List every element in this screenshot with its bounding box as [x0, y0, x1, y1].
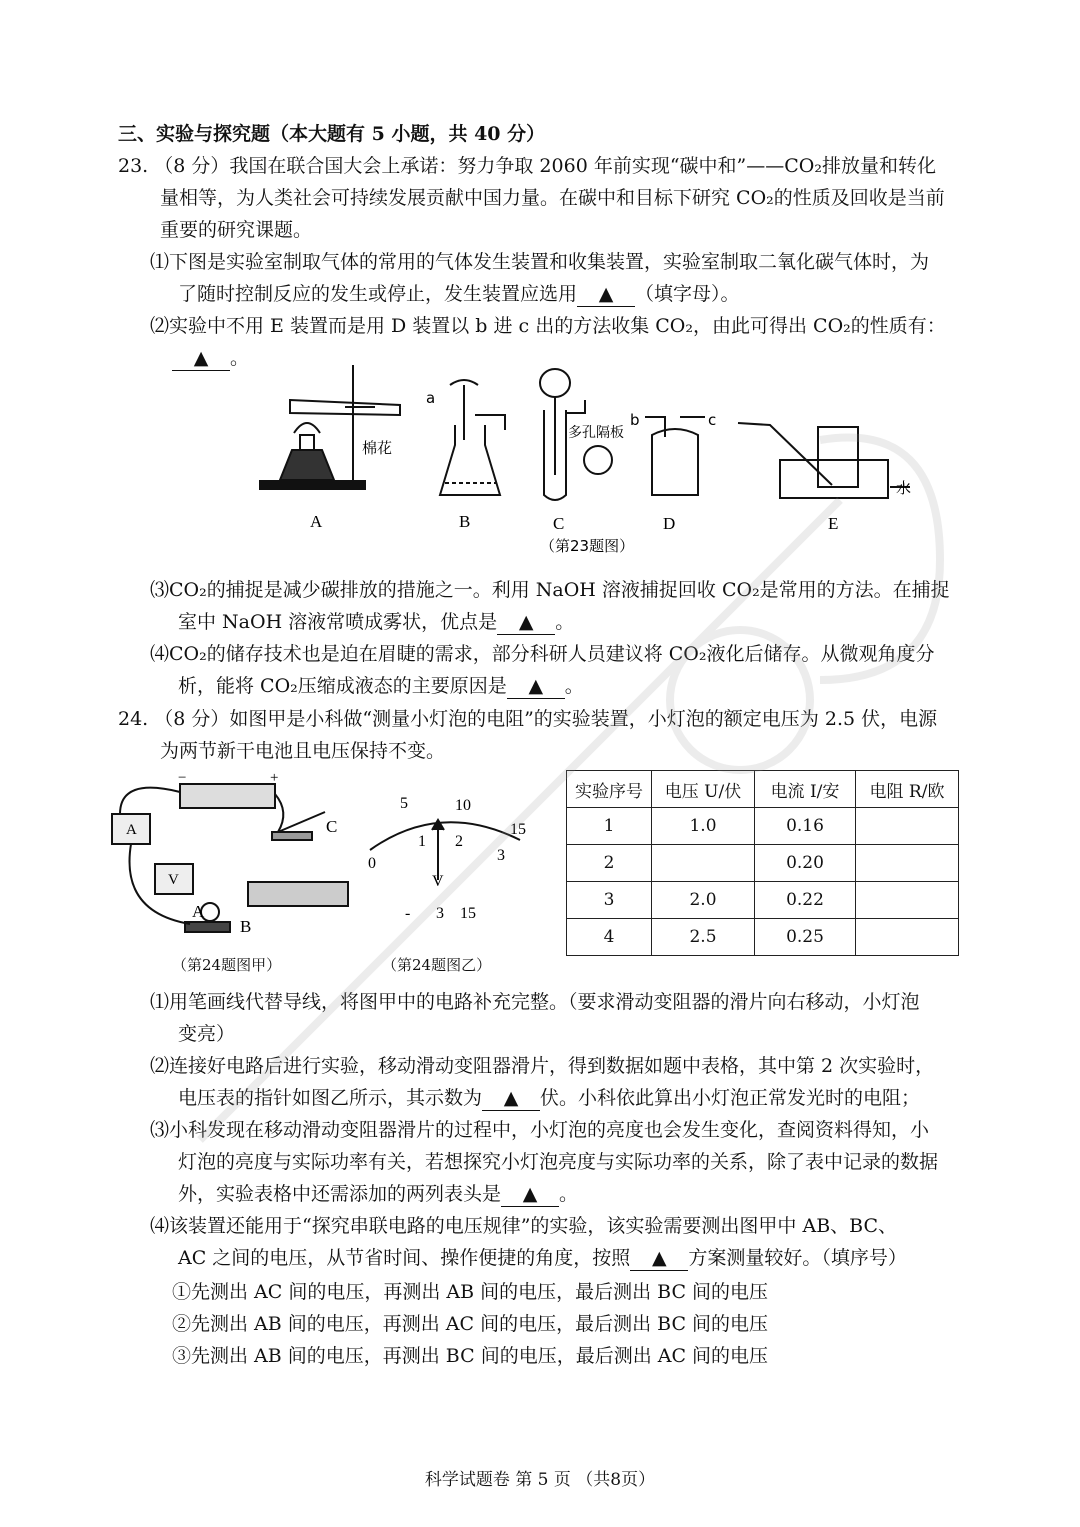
q23-part1-text: 了随时控制反应的发生或停止，发生装置应选用: [178, 283, 578, 305]
scale-bottom-2: 2: [455, 833, 463, 850]
q23-part4-tail: 。: [564, 675, 584, 697]
bottle-d: [652, 429, 698, 495]
cell-current: 0.25: [755, 919, 856, 956]
label-b-port: b: [630, 411, 640, 429]
flask-b: [440, 425, 500, 495]
funnel-top: [450, 380, 478, 385]
label-A-point: A: [192, 902, 205, 921]
battery-pack: [180, 784, 275, 808]
cell-index: 1: [567, 808, 652, 845]
porous-plate-inset: [584, 446, 612, 474]
q24-part2-tail: 伏。小科依此算出小灯泡正常发光时的电阻；: [540, 1087, 921, 1109]
q24-part3-text: 外，实验表格中还需添加的两列表头是: [178, 1183, 502, 1205]
label-minus: −: [178, 772, 187, 786]
table-row: [567, 882, 959, 919]
q24-option-3: ③先测出 AB 间的电压，再测出 BC 间的电压，最后测出 AC 间的电压: [172, 1345, 769, 1367]
q24-option-2: ②先测出 AB 间的电压，再测出 AC 间的电压，最后测出 BC 间的电压: [172, 1313, 769, 1335]
q23-part2-answer-blank[interactable]: ▲: [172, 346, 230, 371]
stand-base: [260, 481, 365, 489]
alcohol-lamp: [280, 450, 334, 480]
table-row: [567, 808, 959, 845]
q24-part2-answer-blank[interactable]: ▲: [482, 1086, 540, 1111]
q24-part3-answer-blank[interactable]: ▲: [501, 1182, 559, 1207]
cell-voltage: 2.0: [652, 882, 755, 919]
q24-part3-line3: [178, 1182, 578, 1207]
q23-part4-line1: ⑷CO₂的储存技术也是迫在眉睫的需求，部分科研人员建议将 CO₂液化后储存。从微观角度分: [150, 643, 935, 665]
q24-voltmeter-dial: [360, 790, 550, 930]
ammeter-symbol: A: [126, 822, 137, 838]
label-A: A: [310, 512, 323, 531]
cell-current: 0.22: [755, 882, 856, 919]
scale-top-15: 15: [510, 821, 526, 838]
scale-top-10: 10: [455, 797, 471, 814]
page-footer: 科学试题卷 第 5 页 （共8页）: [424, 1470, 656, 1490]
q23-part1-tail: （填字母）。: [635, 283, 740, 305]
q24-part4-answer-blank[interactable]: ▲: [630, 1246, 688, 1271]
cell-resistance[interactable]: [856, 882, 959, 919]
header-index: 实验序号: [567, 771, 652, 808]
q23-stem-line1: 23. （8 分）我国在联合国大会上承诺：努力争取 2060 年前实现“碳中和”——CO₂排放量和转化: [118, 155, 936, 177]
q23-apparatus-figure: [250, 355, 920, 560]
scale-top-5: 5: [400, 795, 408, 812]
cell-resistance[interactable]: [856, 845, 959, 882]
q23-part4-line2: [178, 674, 584, 699]
cell-index: 2: [567, 845, 652, 882]
funnel-c: [540, 369, 570, 397]
q24-data-table: [566, 770, 959, 956]
label-plus: +: [270, 772, 279, 786]
q23-part2-line2: [172, 346, 249, 371]
q24-part2-line2: [178, 1086, 920, 1111]
rheostat: [248, 882, 348, 906]
unit-V: V: [432, 873, 444, 890]
scale-bottom-0: 0: [368, 855, 376, 872]
needle-head: [432, 820, 444, 830]
q23-part1-answer-blank[interactable]: ▲: [577, 282, 635, 307]
terminal-minus: -: [405, 905, 411, 922]
flame: [294, 423, 320, 433]
q24-part3-line1: ⑶小科发现在移动滑动变阻器滑片的过程中，小灯泡的亮度也会发生变化，查阅资料得知，小: [150, 1119, 930, 1141]
label-c-port: c: [708, 411, 717, 429]
q23-part2-tail: 。: [230, 347, 250, 369]
q24-stem-line2: 为两节新干电池且电压保持不变。: [160, 740, 446, 762]
q23-stem-line3: 重要的研究课题。: [160, 219, 313, 241]
q24-part3-line2: 灯泡的亮度与实际功率有关，若想探究小灯泡亮度与实际功率的关系，除了表中记录的数据: [178, 1151, 939, 1173]
trough: [780, 460, 888, 498]
q23-part1-line2: [178, 282, 740, 307]
cell-index: 3: [567, 882, 652, 919]
lamp-wick: [300, 435, 314, 450]
q24-stem-line1: 24. （8 分）如图甲是小科做“测量小灯泡的电阻”的实验装置，小灯泡的额定电压为 2.5 伏，电源: [118, 708, 938, 730]
q23-part3-line1: ⑶CO₂的捕捉是减少碳排放的措施之一。利用 NaOH 溶液捕捉回收 CO₂是常用的方法。在捕捉: [150, 579, 950, 601]
q24-circuit-figure: [100, 772, 360, 947]
fig-jia-caption: （第24题图甲）: [172, 956, 282, 974]
q24-part4-line1: ⑷该装置还能用于“探究串联电路的电压规律”的实验，该实验需要测出图甲中 AB、BC、: [150, 1215, 898, 1237]
q24-part1-line1: ⑴用笔画线代替导线，将图甲中的电路补充完整。（要求滑动变阻器的滑片向右移动，小灯泡: [150, 991, 920, 1013]
switch-base: [272, 832, 312, 840]
lamp-holder: [185, 922, 230, 932]
figure-23-caption: （第23题图）: [540, 537, 635, 555]
dial-arc: [370, 822, 520, 850]
table-row: [567, 919, 959, 956]
label-B: B: [459, 512, 471, 531]
cell-index: 4: [567, 919, 652, 956]
scale-bottom-3: 3: [497, 847, 505, 864]
q23-part3-text: 室中 NaOH 溶液常喷成雾状，优点是: [178, 611, 498, 633]
q23-part4-answer-blank[interactable]: ▲: [507, 674, 565, 699]
header-resistance: 电阻 R/欧: [856, 771, 959, 808]
q23-part2-line1: ⑵实验中不用 E 装置而是用 D 装置以 b 进 c 出的方法收集 CO₂，由此可得出 CO₂的性质有：: [150, 315, 946, 337]
q24-part2-text: 电压表的指针如图乙所示，其示数为: [178, 1087, 483, 1109]
switch-lever: [278, 812, 325, 832]
table-row: [567, 845, 959, 882]
label-C-point: C: [326, 817, 338, 836]
q24-part4-tail: 方案测量较好。（填序号）: [688, 1247, 907, 1269]
label-cotton: 棉花: [362, 439, 393, 457]
q24-part1-line2: 变亮）: [178, 1023, 236, 1045]
wire-1: [120, 788, 180, 814]
tube-c-out: [566, 400, 585, 413]
voltmeter-symbol: V: [168, 872, 179, 888]
table-header-row: [567, 771, 959, 808]
label-C: C: [553, 514, 565, 533]
q24-part2-line1: ⑵连接好电路后进行实验，移动滑动变阻器滑片，得到数据如题中表格，其中第 2 次实验时，: [150, 1055, 935, 1077]
label-a-port: a: [426, 389, 436, 407]
cell-voltage: 2.5: [652, 919, 755, 956]
wire-3: [275, 794, 283, 832]
label-E: E: [828, 514, 839, 533]
q23-part3-answer-blank[interactable]: ▲: [497, 610, 555, 635]
label-D: D: [663, 514, 676, 533]
q24-option-1: ①先测出 AC 间的电压，再测出 AB 间的电压，最后测出 BC 间的电压: [172, 1281, 769, 1303]
label-water: 水: [896, 479, 912, 497]
q24-part3-tail: 。: [559, 1183, 579, 1205]
q23-stem-line2: 量相等，为人类社会可持续发展贡献中国力量。在碳中和目标下研究 CO₂的性质及回收是当前: [160, 187, 945, 209]
section-title: 三、实验与探究题（本大题有 5 小题，共 40 分）: [118, 123, 546, 145]
q24-part4-line2: [178, 1246, 907, 1271]
tube-b: [475, 415, 505, 430]
cell-voltage[interactable]: [652, 845, 755, 882]
q24-part4-text: AC 之间的电压，从节省时间、操作便捷的角度，按照: [178, 1247, 631, 1269]
cell-resistance[interactable]: [856, 919, 959, 956]
fig-yi-caption: （第24题图乙）: [382, 956, 492, 974]
terminal-3: 3: [436, 905, 444, 922]
cell-current: 0.20: [755, 845, 856, 882]
header-current: 电流 I/安: [755, 771, 856, 808]
label-porous: 多孔隔板: [568, 425, 624, 441]
scale-bottom-1: 1: [418, 833, 426, 850]
cell-current: 0.16: [755, 808, 856, 845]
q23-part4-text: 析，能将 CO₂压缩成液态的主要原因是: [178, 675, 507, 697]
q23-part1-line1: ⑴下图是实验室制取气体的常用的气体发生装置和收集装置，实验室制取二氧化碳气体时，为: [150, 251, 930, 273]
terminal-15: 15: [460, 905, 476, 922]
cell-voltage: 1.0: [652, 808, 755, 845]
header-voltage: 电压 U/伏: [652, 771, 755, 808]
label-B-point: B: [240, 917, 252, 936]
cell-resistance[interactable]: [856, 808, 959, 845]
q23-part3-tail: 。: [555, 611, 575, 633]
q23-part3-line2: [178, 610, 574, 635]
